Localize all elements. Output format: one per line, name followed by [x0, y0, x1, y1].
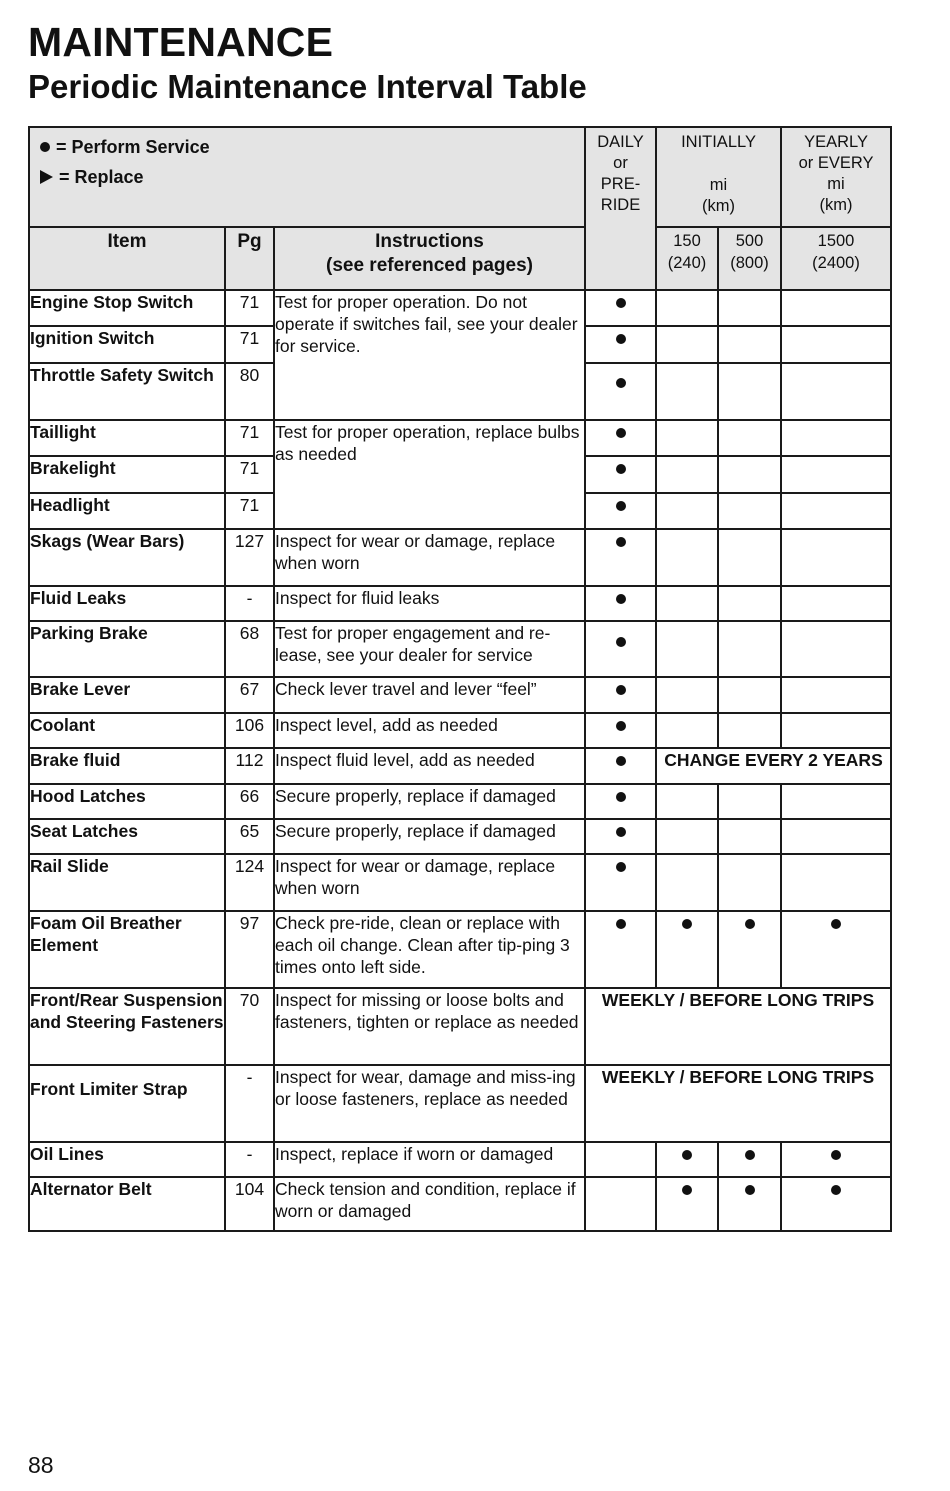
interval-150-cell	[656, 1177, 718, 1231]
daily-line-2: or	[613, 154, 628, 172]
interval-note-cell: WEEKLY / BEFORE LONG TRIPS	[585, 988, 891, 1065]
interval-1500-cell	[781, 493, 891, 529]
interval-150-cell	[656, 911, 718, 988]
interval-150-cell	[656, 326, 718, 363]
interval-150-cell	[656, 363, 718, 420]
interval-150-cell	[656, 290, 718, 326]
item-cell: Fluid Leaks	[29, 586, 225, 621]
perform-service-dot-icon	[616, 919, 626, 929]
column-header-item	[29, 227, 225, 290]
instructions-cell: Test for proper operation, replace bulbs as needed	[274, 420, 585, 529]
interval-1500-cell	[781, 456, 891, 493]
page-title: MAINTENANCE	[28, 19, 334, 65]
daily-check-cell	[585, 1177, 656, 1231]
item-cell: Headlight	[29, 493, 225, 529]
daily-check-cell	[585, 493, 656, 529]
page-ref-cell: 124	[225, 854, 274, 911]
yearly-line-1: YEARLY	[804, 133, 868, 151]
item-cell: Alternator Belt	[29, 1177, 225, 1231]
table-row	[29, 911, 891, 988]
interval-150-cell	[656, 819, 718, 854]
table-row	[29, 988, 891, 1065]
instructions-cell: Test for proper operation. Do not operate if switches fail, see your dealer for service.	[274, 290, 585, 420]
interval-1500-cell	[781, 854, 891, 911]
legend-perform-service	[40, 132, 584, 162]
instructions-cell: Check tension and condition, replace if worn or damaged	[274, 1177, 585, 1231]
column-header-500	[718, 227, 781, 290]
instructions-cell: Inspect for wear or damage, replace when worn	[274, 529, 585, 586]
bullet-dot-icon	[40, 142, 50, 152]
interval-1500-cell	[781, 784, 891, 819]
interval-500-cell	[718, 677, 781, 713]
table-row	[29, 748, 891, 784]
perform-service-dot-icon	[616, 501, 626, 511]
column-header-pg	[225, 227, 274, 290]
table-row	[29, 586, 891, 621]
interval-1500-cell	[781, 529, 891, 586]
page-ref-cell: -	[225, 586, 274, 621]
instructions-cell: Inspect level, add as needed	[274, 713, 585, 748]
yearly-line-2: or EVERY	[798, 154, 874, 172]
daily-line-1: DAILY	[597, 133, 644, 151]
perform-service-dot-icon	[831, 1150, 841, 1160]
table-row	[29, 1065, 891, 1142]
daily-check-cell	[585, 420, 656, 456]
pg-header-label: Pg	[237, 231, 262, 252]
daily-check-cell	[585, 290, 656, 326]
interval-150-cell	[656, 784, 718, 819]
table-row	[29, 420, 891, 456]
interval-1500-cell	[781, 290, 891, 326]
item-cell: Front/Rear Suspension and Steering Fasteners	[29, 988, 225, 1065]
item-cell: Brake Lever	[29, 677, 225, 713]
daily-check-cell	[585, 819, 656, 854]
instructions-header-line-1: Instructions	[375, 231, 484, 252]
table-row	[29, 819, 891, 854]
page-ref-cell: 65	[225, 819, 274, 854]
page-ref-cell: 71	[225, 420, 274, 456]
page-ref-cell: -	[225, 1142, 274, 1177]
item-cell: Coolant	[29, 713, 225, 748]
page-ref-cell: 104	[225, 1177, 274, 1231]
item-cell: Oil Lines	[29, 1142, 225, 1177]
daily-check-cell	[585, 784, 656, 819]
interval-1500-cell	[781, 621, 891, 677]
perform-service-dot-icon	[616, 334, 626, 344]
yearly-line-3: mi	[827, 175, 845, 193]
interval-500-cell	[718, 911, 781, 988]
daily-check-cell	[585, 621, 656, 677]
table-row	[29, 1142, 891, 1177]
interval-1500-cell	[781, 713, 891, 748]
interval-1500-cell	[781, 1177, 891, 1231]
legend-cell	[29, 127, 585, 227]
perform-service-dot-icon	[616, 378, 626, 388]
perform-service-dot-icon	[831, 919, 841, 929]
perform-service-dot-icon	[831, 1185, 841, 1195]
table-row	[29, 621, 891, 677]
interval-1500-cell	[781, 677, 891, 713]
item-cell: Skags (Wear Bars)	[29, 529, 225, 586]
page-ref-cell: 112	[225, 748, 274, 784]
interval-150-cell	[656, 854, 718, 911]
int150-km: (240)	[667, 254, 707, 272]
interval-500-cell	[718, 363, 781, 420]
interval-1500-cell	[781, 420, 891, 456]
perform-service-dot-icon	[616, 721, 626, 731]
page-number: 88	[28, 1452, 54, 1478]
daily-line-4: RIDE	[600, 196, 641, 214]
interval-150-cell	[656, 1142, 718, 1177]
daily-check-cell	[585, 529, 656, 586]
interval-150-cell	[656, 456, 718, 493]
instructions-cell: Secure properly, replace if damaged	[274, 784, 585, 819]
column-header-initially	[656, 127, 781, 227]
daily-check-cell	[585, 326, 656, 363]
instructions-cell: Inspect for wear or damage, replace when worn	[274, 854, 585, 911]
daily-check-cell	[585, 713, 656, 748]
item-cell: Ignition Switch	[29, 326, 225, 363]
item-cell: Front Limiter Strap	[29, 1065, 225, 1142]
perform-service-dot-icon	[745, 919, 755, 929]
daily-check-cell	[585, 586, 656, 621]
initially-line-1: INITIALLY	[681, 133, 756, 151]
interval-note-cell: WEEKLY / BEFORE LONG TRIPS	[585, 1065, 891, 1142]
daily-check-cell	[585, 677, 656, 713]
yearly-line-4: (km)	[819, 196, 853, 214]
interval-500-cell	[718, 326, 781, 363]
instructions-header-line-2: (see referenced pages)	[326, 255, 533, 276]
instructions-cell: Inspect for wear, damage and miss-ing or loose fasteners, replace as needed	[274, 1065, 585, 1142]
page-subtitle: Periodic Maintenance Interval Table	[28, 68, 587, 105]
instructions-cell: Inspect, replace if worn or damaged	[274, 1142, 585, 1177]
interval-500-cell	[718, 784, 781, 819]
page-ref-cell: 80	[225, 363, 274, 420]
item-cell: Engine Stop Switch	[29, 290, 225, 326]
legend-replace	[40, 162, 584, 192]
perform-service-dot-icon	[616, 637, 626, 647]
perform-service-dot-icon	[745, 1185, 755, 1195]
perform-service-dot-icon	[745, 1150, 755, 1160]
int500-km: (800)	[730, 254, 769, 272]
instructions-cell: Inspect fluid level, add as needed	[274, 748, 585, 784]
interval-500-cell	[718, 1177, 781, 1231]
column-header-daily	[585, 127, 656, 290]
page-ref-cell: -	[225, 1065, 274, 1142]
legend-replace-label: = Replace	[59, 167, 144, 187]
interval-500-cell	[718, 713, 781, 748]
instructions-cell: Check lever travel and lever “feel”	[274, 677, 585, 713]
interval-500-cell	[718, 290, 781, 326]
interval-note-cell: CHANGE EVERY 2 YEARS	[656, 748, 891, 784]
perform-service-dot-icon	[616, 862, 626, 872]
interval-150-cell	[656, 677, 718, 713]
daily-check-cell	[585, 911, 656, 988]
item-header-label: Item	[107, 231, 147, 252]
instructions-cell: Secure properly, replace if damaged	[274, 819, 585, 854]
interval-500-cell	[718, 1142, 781, 1177]
item-cell: Hood Latches	[29, 784, 225, 819]
daily-line-3: PRE-	[600, 175, 641, 193]
interval-500-cell	[718, 529, 781, 586]
interval-500-cell	[718, 586, 781, 621]
interval-150-cell	[656, 586, 718, 621]
perform-service-dot-icon	[616, 428, 626, 438]
table-row	[29, 1177, 891, 1231]
interval-150-cell	[656, 713, 718, 748]
perform-service-dot-icon	[616, 537, 626, 547]
page-ref-cell: 67	[225, 677, 274, 713]
perform-service-dot-icon	[682, 919, 692, 929]
page-ref-cell: 66	[225, 784, 274, 819]
daily-check-cell	[585, 1142, 656, 1177]
interval-500-cell	[718, 819, 781, 854]
daily-check-cell	[585, 363, 656, 420]
perform-service-dot-icon	[616, 594, 626, 604]
page-ref-cell: 71	[225, 290, 274, 326]
table-header-legend-row	[29, 127, 891, 227]
table-row	[29, 677, 891, 713]
interval-1500-cell	[781, 1142, 891, 1177]
int500-mi: 500	[735, 232, 764, 250]
table-row	[29, 290, 891, 326]
interval-500-cell	[718, 456, 781, 493]
interval-1500-cell	[781, 586, 891, 621]
page-ref-cell: 71	[225, 456, 274, 493]
page-ref-cell: 71	[225, 326, 274, 363]
daily-check-cell	[585, 456, 656, 493]
page-ref-cell: 127	[225, 529, 274, 586]
instructions-cell: Test for proper engagement and re-lease, see your dealer for service	[274, 621, 585, 677]
column-header-150	[656, 227, 718, 290]
perform-service-dot-icon	[616, 685, 626, 695]
perform-service-dot-icon	[616, 464, 626, 474]
item-cell: Brakelight	[29, 456, 225, 493]
int1500-mi: 1500	[817, 232, 855, 250]
item-cell: Throttle Safety Switch	[29, 363, 225, 420]
interval-1500-cell	[781, 326, 891, 363]
perform-service-dot-icon	[616, 756, 626, 766]
interval-1500-cell	[781, 363, 891, 420]
instructions-cell: Check pre-ride, clean or replace with each oil change. Clean after tip-ping 3 times onto left side.	[274, 911, 585, 988]
item-cell: Seat Latches	[29, 819, 225, 854]
page-ref-cell: 70	[225, 988, 274, 1065]
table-header-columns-row	[29, 227, 891, 290]
triangle-arrow-icon	[40, 170, 53, 184]
interval-150-cell	[656, 493, 718, 529]
table-row	[29, 713, 891, 748]
interval-150-cell	[656, 621, 718, 677]
perform-service-dot-icon	[616, 298, 626, 308]
interval-500-cell	[718, 621, 781, 677]
perform-service-dot-icon	[682, 1150, 692, 1160]
page-ref-cell: 106	[225, 713, 274, 748]
table-row	[29, 854, 891, 911]
table-row	[29, 529, 891, 586]
interval-500-cell	[718, 493, 781, 529]
interval-1500-cell	[781, 819, 891, 854]
column-header-instructions	[274, 227, 585, 290]
interval-150-cell	[656, 529, 718, 586]
perform-service-dot-icon	[616, 827, 626, 837]
table-row	[29, 784, 891, 819]
int1500-km: (2400)	[812, 254, 860, 272]
maintenance-interval-table	[28, 126, 892, 1232]
page-ref-cell: 68	[225, 621, 274, 677]
item-cell: Brake fluid	[29, 748, 225, 784]
interval-500-cell	[718, 420, 781, 456]
item-cell: Rail Slide	[29, 854, 225, 911]
initially-line-3: (km)	[702, 197, 735, 215]
page-ref-cell: 71	[225, 493, 274, 529]
instructions-cell: Inspect for missing or loose bolts and fasteners, tighten or replace as needed	[274, 988, 585, 1065]
daily-check-cell	[585, 854, 656, 911]
legend-perform-label: = Perform Service	[56, 137, 210, 157]
page-ref-cell: 97	[225, 911, 274, 988]
column-header-1500	[781, 227, 891, 290]
int150-mi: 150	[673, 232, 701, 250]
perform-service-dot-icon	[616, 792, 626, 802]
daily-check-cell	[585, 748, 656, 784]
perform-service-dot-icon	[682, 1185, 692, 1195]
interval-500-cell	[718, 854, 781, 911]
interval-150-cell	[656, 420, 718, 456]
interval-1500-cell	[781, 911, 891, 988]
item-cell: Parking Brake	[29, 621, 225, 677]
column-header-yearly	[781, 127, 891, 227]
instructions-cell: Inspect for fluid leaks	[274, 586, 585, 621]
item-cell: Taillight	[29, 420, 225, 456]
item-cell: Foam Oil Breather Element	[29, 911, 225, 988]
initially-line-2: mi	[709, 176, 728, 194]
